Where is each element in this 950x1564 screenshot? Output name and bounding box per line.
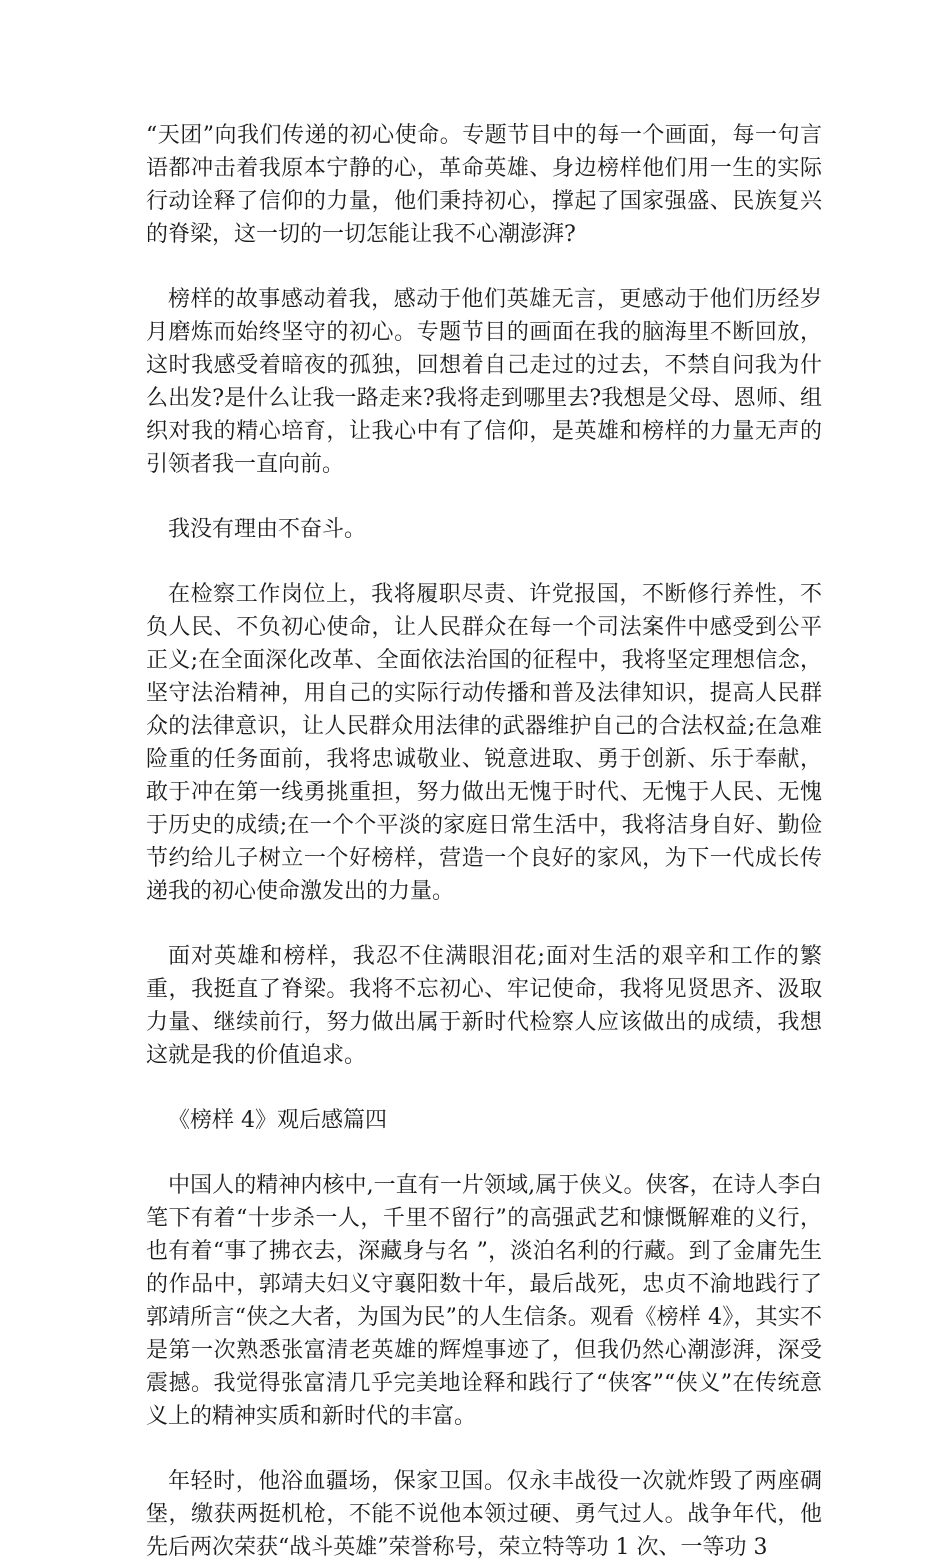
paragraph-1: “天团”向我们传递的初心使命。专题节目中的每一个画面，每一句言语都冲击着我原本宁静的心，革命英雄、身边榜样他们用一生的实际行动诠释了信仰的力量，他们秉持初心，撑起了国家强盛、民族复兴的脊梁，这一切的一切怎能让我不心潮澎湃? bbox=[146, 123, 822, 247]
paragraph-7: 年轻时，他浴血疆场，保家卫国。仅永丰战役一次就炸毁了两座碉堡，缴获两挺机枪，不能不说他本领过硬、勇气过人。战争年代，他先后两次荣获“战斗英雄”荣誉称号，荣立特等功 1 次、一等功 3 bbox=[146, 1469, 822, 1560]
paragraph-5: 面对英雄和榜样，我忍不住满眼泪花;面对生活的艰辛和工作的繁重，我挺直了脊梁。我将不忘初心、牢记使命，我将见贤思齐、汲取力量、继续前行，努力做出属于新时代检察人应该做出的成绩，我想这就是我的价值追求。 bbox=[146, 944, 822, 1068]
paragraph-6: 中国人的精神内核中,一直有一片领域,属于侠义。侠客，在诗人李白笔下有着“十步杀一人，千里不留行”的高强武艺和慷慨解难的义行，也有着“事了拂衣去，深藏身与名 ”，淡泊名利的行藏。到了金庸先生的作品中，郭靖夫妇义守襄阳数十年，最后战死，忠贞不渝地践行了郭靖所言“侠之大者，为国为民”的人生信条。观看《榜样 4》，其实不是第一次熟悉张富清老英雄的辉煌事迹了，但我仍然心潮澎湃，深受震撼。我觉得张富清几乎完美地诠释和践行了“侠客”“侠义”在传统意义上的精神实质和新时代的丰富。 bbox=[146, 1173, 822, 1429]
document-body bbox=[146, 119, 822, 1564]
paragraph-3: 我没有理由不奋斗。 bbox=[168, 517, 367, 542]
section-heading: 《榜样 4》观后感篇四 bbox=[168, 1108, 387, 1133]
paragraph-2: 榜样的故事感动着我，感动于他们英雄无言，更感动于他们历经岁月磨炼而始终坚守的初心。专题节目的画面在我的脑海里不断回放，这时我感受着暗夜的孤独，回想着自己走过的过去，不禁自问我为什么出发?是什么让我一路走来?我将走到哪里去?我想是父母、恩师、组织对我的精心培育，让我心中有了信仰，是英雄和榜样的力量无声的引领者我一直向前。 bbox=[146, 287, 822, 477]
paragraph-4: 在检察工作岗位上，我将履职尽责、许党报国，不断修行养性，不负人民、不负初心使命，让人民群众在每一个司法案件中感受到公平正义;在全面深化改革、全面依法治国的征程中，我将坚定理想信念，坚守法治精神，用自己的实际行动传播和普及法律知识，提高人民群众的法律意识，让人民群众用法律的武器维护自己的合法权益;在急难险重的任务面前，我将忠诚敬业、锐意进取、勇于创新、乐于奉献，敢于冲在第一线勇挑重担，努力做出无愧于时代、无愧于人民、无愧于历史的成绩;在一个个平淡的家庭日常生活中，我将洁身自好、勤俭节约给儿子树立一个好榜样，营造一个良好的家风，为下一代成长传递我的初心使命激发出的力量。 bbox=[146, 582, 822, 904]
